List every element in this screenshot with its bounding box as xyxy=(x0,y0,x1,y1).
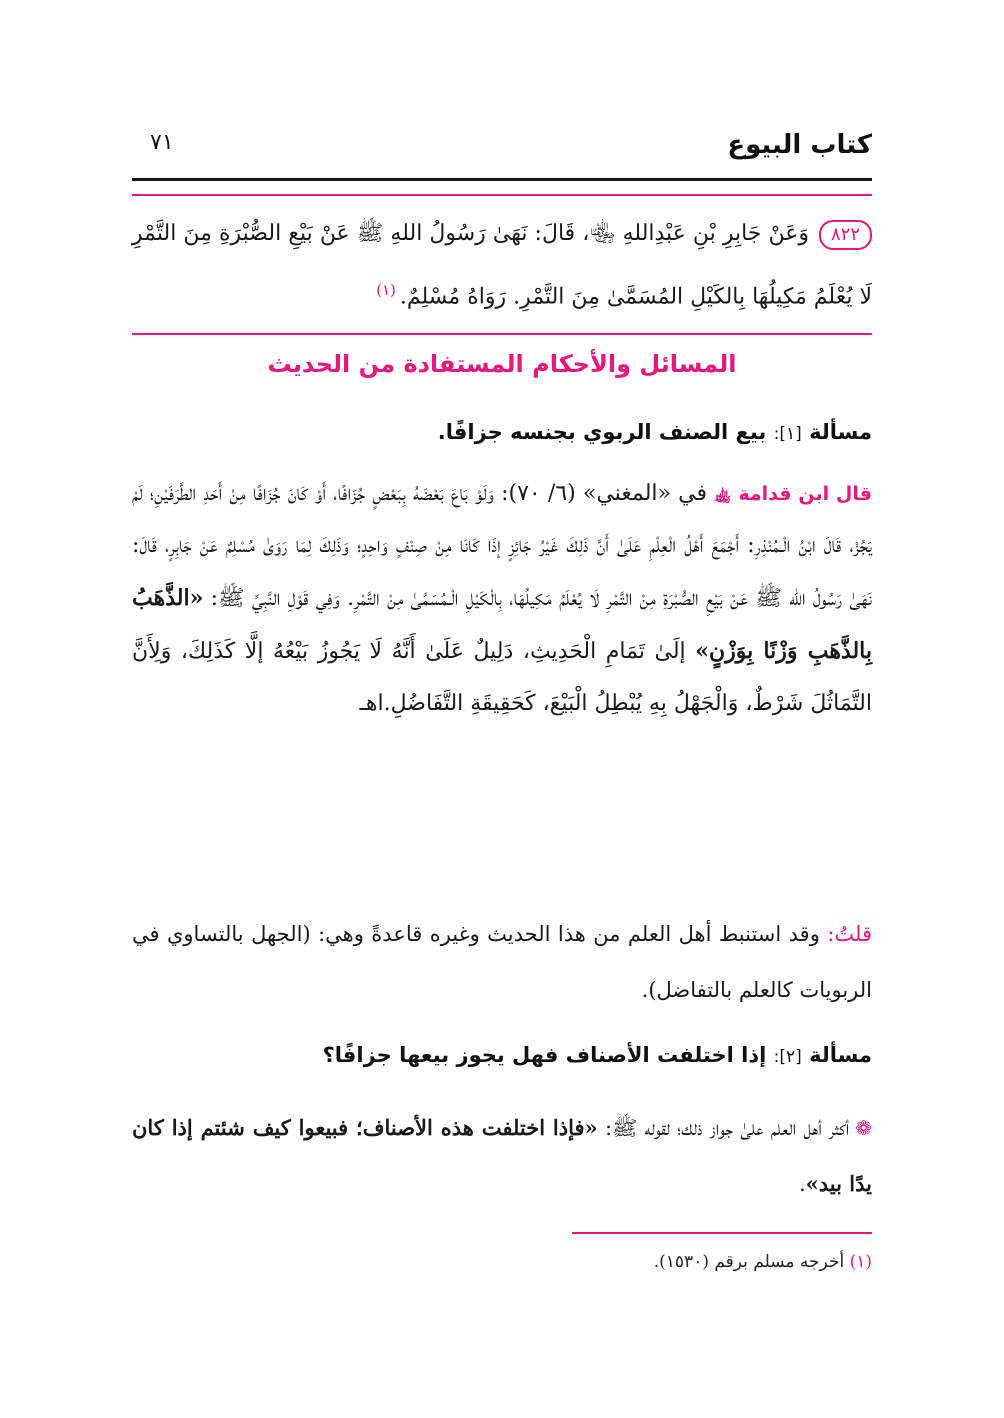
issue-title: إذا اختلفت الأصناف فهل يجوز بيعها جزافًا؟ xyxy=(322,1043,767,1067)
footnote-text: أخرجه مسلم برقم (١٥٣٠). xyxy=(653,1252,845,1272)
quote-text-part1: في «المغني» (٦/ ٧٠): وَلَوْ بَاعَ بَعْضَهُ بِبَعْضٍ جُزَافًا، أَوْ كَانَ جُزَافًا مِنْ أَحَدِ الطَّرَفَيْنِ؛ لَمْ يَجُزْ، قَالَ ابْنُ الْـمُنْذِرِ: أَجْمَعَ أَهْلُ الْعِلْمِ عَلَىٰ أَنَّ ذَلِكَ غَيْرُ جَائِزٍ إذَا كَانَا مِنْ صِنْفٍ وَاحِدٍ؛ وَذَلِكَ لِمَا رَوَىٰ مُسْلِمٌ عَنْ جَابِرٍ، قَالَ: نَهَىٰ رَسُولُ الله ﷺ عَنْ بَيْعِ الصُّبْرَةِ مِنْ التَّمْرِ لَا يُعْلَمُ مَكِيلُهَا، بِالْكَيْلِ الْـمُسَمَّىٰ مِنْ التَّمْرِ. وَفِي قَوْلِ النَّبِيِّ ﷺ: xyxy=(132,481,872,611)
hadith-top-divider xyxy=(132,194,872,196)
issue-number: [٢]: xyxy=(773,1047,802,1067)
issue-heading-1 xyxy=(132,420,872,444)
page-header xyxy=(132,128,872,164)
flower-bullet-icon: ❁ xyxy=(855,1116,872,1140)
quote-text-part2: إلَىٰ تَمَامِ الْحَدِيثِ، دَلِيلٌ عَلَىٰ أَنَّهُ لَا يَجُوزُ بَيْعُهُ إلَّا كَذَلِكَ، وَلِأَنَّ التَّمَاثُلَ شَرْطٌ، وَالْجَهْلُ بِهِ يُبْطِلُ الْبَيْعَ، كَحَقِيقَةِ التَّفَاضُلِ.اهـ xyxy=(132,639,872,716)
comment-label: قلتُ: xyxy=(827,922,872,946)
hadith-bottom-divider xyxy=(132,333,872,335)
issue-label: مسألة xyxy=(809,1043,872,1067)
author-comment xyxy=(132,906,872,1018)
issue-label: مسألة xyxy=(809,420,872,444)
issue-number: [١]: xyxy=(773,424,802,444)
footnote xyxy=(132,1252,872,1272)
answer-hadith-excerpt: «فإذا اختلفت هذه الأصناف؛ فبيعوا كيف شئتم إذا كان يدًا بيد» xyxy=(132,1115,872,1196)
quote-speaker: قال ابن قدامة ﵀ xyxy=(714,483,872,505)
book-page xyxy=(132,0,872,1418)
hadith-text: وَعَنْ جَابِرِ بْنِ عَبْدِاللهِ ﵄، قَالَ: نَهَىٰ رَسُولُ اللهِ ﷺ عَنْ بَيْعِ الصُّبْرَةِ مِنَ التَّمْرِ لَا يُعْلَمُ مَكِيلُهَا بِالكَيْلِ المُسَمَّىٰ مِنَ التَّمْرِ. رَوَاهُ مُسْلِمٌ. xyxy=(132,221,872,310)
footnote-reference[interactable]: (١) xyxy=(376,281,396,299)
issue-2-answer xyxy=(132,1100,872,1212)
issue-title: بيع الصنف الربوي بجنسه جزافًا. xyxy=(437,420,767,444)
footnote-number: (١) xyxy=(849,1252,872,1272)
footnote-divider xyxy=(572,1232,872,1234)
header-divider xyxy=(132,178,872,181)
ibn-qudama-quote xyxy=(132,468,872,730)
page-number: ٧١ xyxy=(150,130,174,155)
answer-end: . xyxy=(798,1172,806,1196)
answer-text: أكثر أهل العلم علىٰ جواز ذلك؛ لقوله ﷺ: xyxy=(604,1116,850,1140)
comment-text: وقد استنبط أهل العلم من هذا الحديث وغيره قاعدةً وهي: (الجهل بالتساوي في الربويات كالعلم بالتفاضل). xyxy=(132,922,872,1002)
section-heading: المسائل والأحكام المستفادة من الحديث xyxy=(267,350,737,378)
hadith-number-badge: ٨٢٢ xyxy=(819,220,872,250)
hadith-text-block xyxy=(132,206,872,325)
quote-hadith-excerpt: «الذَّهَبُ بِالذَّهَبِ وَزْنًا بِوَزْنٍ» xyxy=(132,585,872,664)
running-title: كتاب البيوع xyxy=(727,130,872,160)
issue-heading-2 xyxy=(132,1043,872,1067)
